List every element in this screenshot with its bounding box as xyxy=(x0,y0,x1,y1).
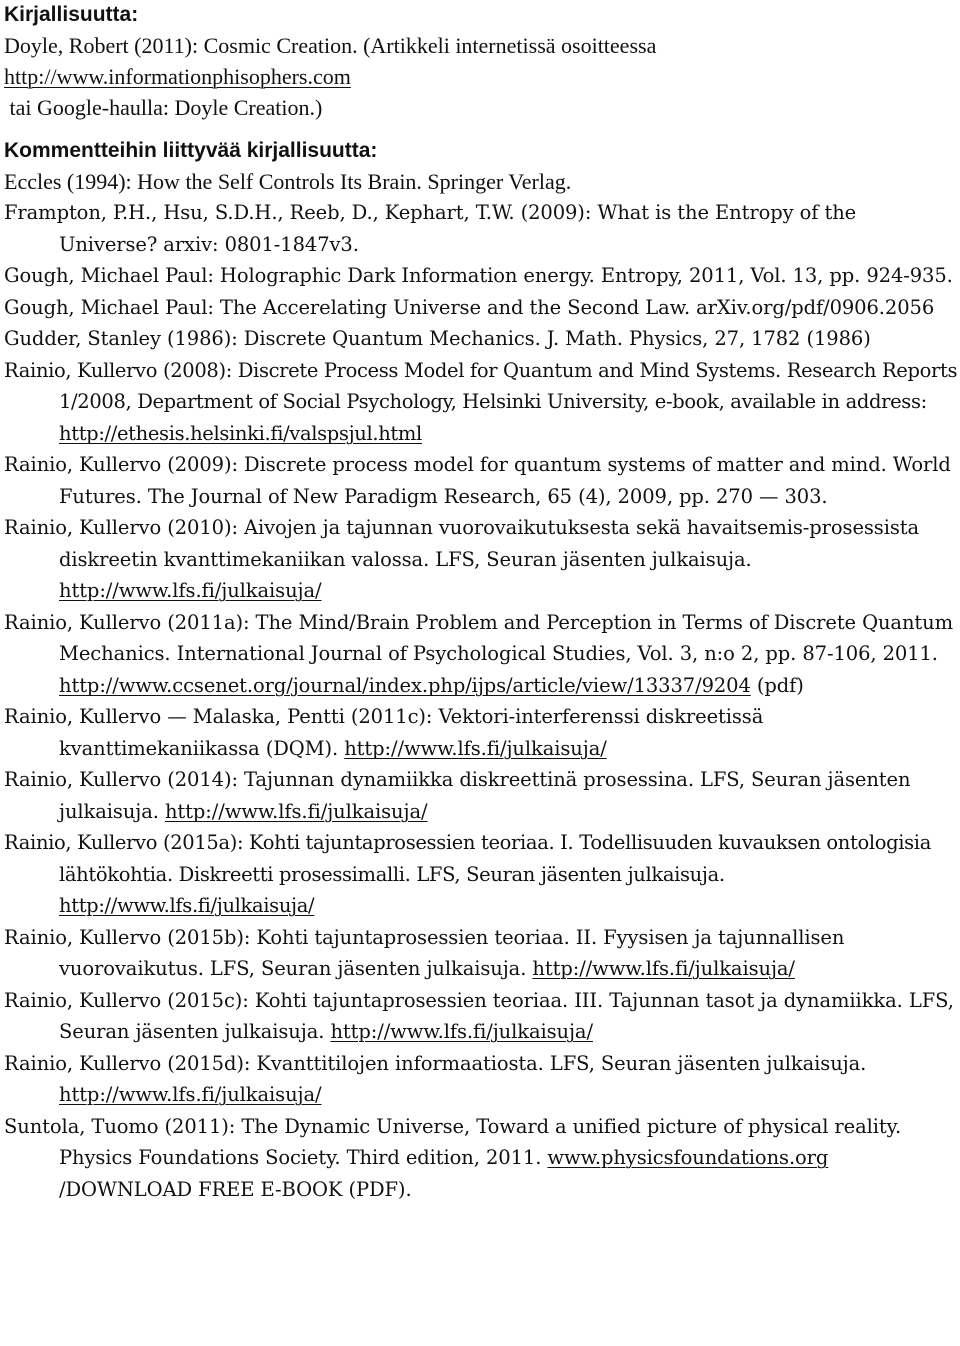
reference-suffix: /DOWNLOAD FREE E-BOOK (PDF). xyxy=(59,1177,412,1201)
reference-text: Gough, Michael Paul: The Accerelating Universe and the Second Law. arXiv.org/pdf/0906.2056 xyxy=(4,295,935,319)
reference-link[interactable]: http://ethesis.helsinki.fi/valspsjul.html xyxy=(59,421,422,445)
reference-text: Rainio, Kullervo (2010): Aivojen ja tajunnan vuorovaikutuksesta sekä havaitsemis-prosessista diskreetin kvanttimekaniikan valossa. LFS, Seuran jäsenten julkaisuja. xyxy=(4,516,920,571)
reference-entry xyxy=(4,922,958,985)
reference-text: Rainio, Kullervo (2011a): The Mind/Brain Problem and Perception in Terms of Discrete Quantum Mechanics. International Journal of Psychological Studies, Vol. 3, n:o 2, pp. 87-106, 2011. xyxy=(4,610,954,665)
reference-entry xyxy=(4,1048,958,1111)
reference-entry xyxy=(4,764,958,827)
reference-entry xyxy=(4,355,958,450)
doyle-link[interactable]: http://www.informationphisophers.com xyxy=(4,64,351,89)
reference-text: Gudder, Stanley (1986): Discrete Quantum Mechanics. J. Math. Physics, 27, 1782 (1986) xyxy=(4,327,871,350)
reference-text: Rainio, Kullervo (2015c): Kohti tajuntaprosessien teoriaa. III. Tajunnan tasot ja dynamiikka. LFS, Seuran jäsenten julkaisuja. xyxy=(4,988,954,1043)
reference-text: Rainio, Kullervo (2009): Discrete process model for quantum systems of matter and mind. World Futures. The Journal of New Paradigm Research, 65 (4), 2009, pp. 270 — 303. xyxy=(4,453,951,508)
reference-link[interactable]: http://www.lfs.fi/julkaisuja/ xyxy=(532,957,795,980)
doyle-line-3: tai Google-haulla: Doyle Creation.) xyxy=(4,95,323,120)
reference-text: Rainio, Kullervo — Malaska, Pentti (2011c): Vektori-interferenssi diskreetissä kvanttimekaniikassa (DQM). xyxy=(4,705,764,760)
reference-entry xyxy=(4,260,958,292)
reference-link[interactable]: http://www.lfs.fi/julkaisuja/ xyxy=(59,1083,322,1106)
reference-text: Rainio, Kullervo (2008): Discrete Process Model for Quantum and Mind Systems. Research Reports 1/2008, Department of Social Psychology, Helsinki University, e-book, available in address: xyxy=(4,358,958,413)
reference-text: Suntola, Tuomo (2011): The Dynamic Universe, Toward a unified picture of physical reality. Physics Foundations Society. Third edition, 2011. xyxy=(4,1114,902,1169)
reference-entry xyxy=(4,701,958,764)
reference-entry xyxy=(4,985,958,1048)
reference-link[interactable]: www.physicsfoundations.org xyxy=(547,1146,829,1169)
reference-text: Frampton, P.H., Hsu, S.D.H., Reeb, D., Kephart, T.W. (2009): What is the Entropy of the Universe? arxiv: 0801-1847v3. xyxy=(4,201,857,256)
reference-link[interactable]: http://www.ccsenet.org/journal/index.php/ijps/article/view/13337/9204 xyxy=(59,673,751,697)
reference-entry xyxy=(4,449,958,512)
reference-text: Gough, Michael Paul: Holographic Dark Information energy. Entropy, 2011, Vol. 13, pp. 924-935. xyxy=(4,264,953,287)
doyle-reference xyxy=(4,30,958,123)
reference-list xyxy=(4,197,958,1205)
reference-link[interactable]: http://www.lfs.fi/julkaisuja/ xyxy=(164,799,428,823)
reference-text: Rainio, Kullervo (2014): Tajunnan dynamiikka diskreettinä prosessina. LFS, Seuran jäsenten julkaisuja. xyxy=(4,768,911,823)
comments-literature-heading: Kommentteihin liittyvää kirjallisuutta: xyxy=(4,139,378,162)
reference-entry xyxy=(4,512,958,607)
reference-text: Rainio, Kullervo (2015a): Kohti tajuntaprosessien teoriaa. I. Todellisuuden kuvauksen ontologisia lähtökohtia. Diskreetti prosessimalli. LFS, Seuran jäsenten julkaisuja. xyxy=(4,831,931,886)
reference-link[interactable]: http://www.lfs.fi/julkaisuja/ xyxy=(330,1020,593,1043)
reference-suffix: (pdf) xyxy=(750,673,804,697)
reference-link[interactable]: http://www.lfs.fi/julkaisuja/ xyxy=(344,736,607,760)
reference-entry xyxy=(4,1111,958,1206)
reference-link[interactable]: http://www.lfs.fi/julkaisuja/ xyxy=(59,579,322,602)
reference-entry xyxy=(4,197,958,260)
doyle-url-line xyxy=(4,61,958,92)
reference-entry xyxy=(4,292,958,324)
reference-text: Rainio, Kullervo (2015b): Kohti tajuntaprosessien teoriaa. II. Fyysisen ja tajunnallisen vuorovaikutus. LFS, Seuran jäsenten julkaisuja. xyxy=(4,925,845,980)
reference-entry xyxy=(4,607,958,702)
reference-entry xyxy=(4,323,958,355)
eccles-reference: Eccles (1994): How the Self Controls Its Brain. Springer Verlag. xyxy=(4,169,572,194)
doyle-line-1: Doyle, Robert (2011): Cosmic Creation. (Artikkeli internetissä osoitteessa xyxy=(4,33,657,58)
literature-heading: Kirjallisuutta: xyxy=(4,3,139,26)
reference-link[interactable]: http://www.lfs.fi/julkaisuja/ xyxy=(59,894,315,917)
reference-text: Rainio, Kullervo (2015d): Kvanttitilojen informaatiosta. LFS, Seuran jäsenten julkaisuja. xyxy=(4,1051,867,1075)
reference-entry xyxy=(4,827,958,922)
